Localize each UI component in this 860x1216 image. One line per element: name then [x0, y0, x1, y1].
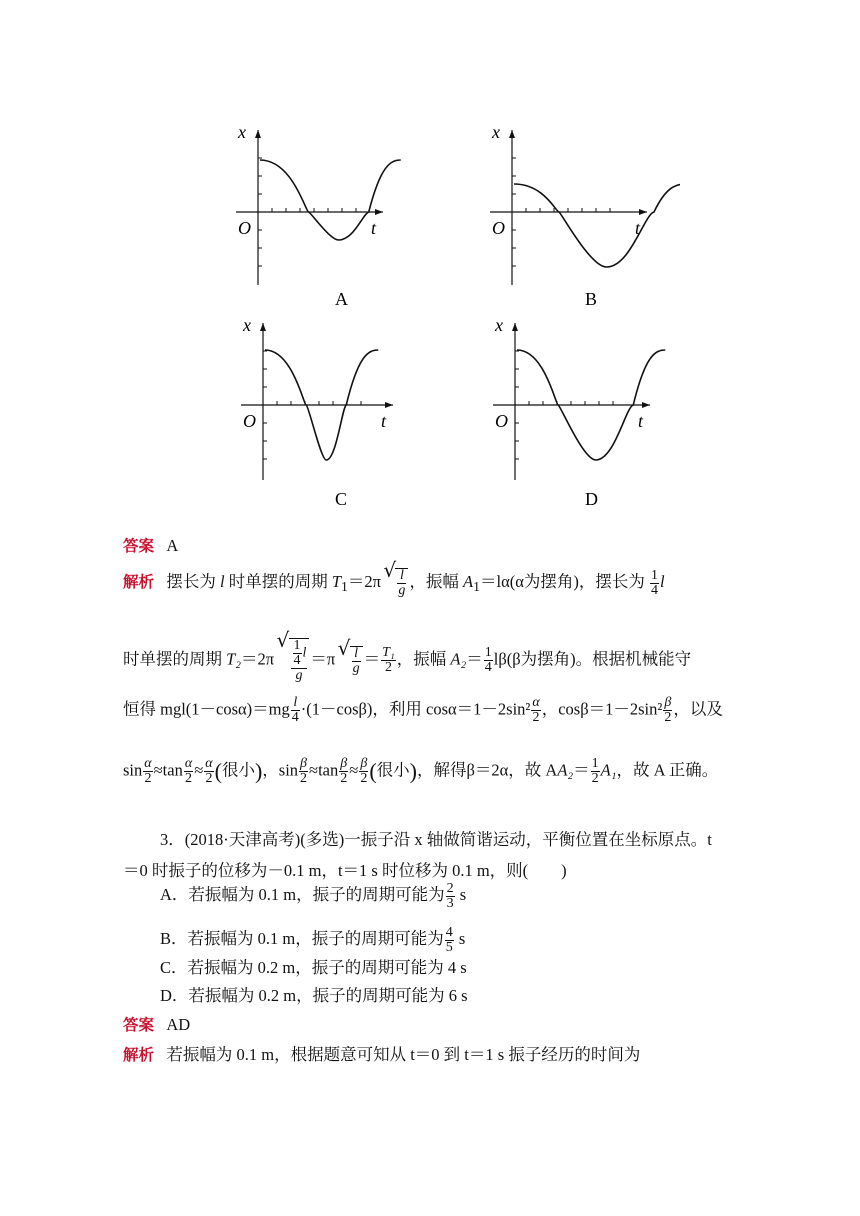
text: ，振幅 — [409, 571, 464, 591]
t-axis-label: t — [638, 411, 644, 431]
text: 2 — [532, 710, 540, 725]
figure-four-plots — [220, 105, 680, 525]
sqrt-l-over-g-2 — [350, 646, 363, 676]
frac-alpha-2 — [184, 757, 193, 786]
text: α — [205, 756, 213, 771]
t-axis-arrow — [385, 402, 393, 408]
text: ≈ — [194, 760, 204, 780]
text: A₁ — [600, 760, 617, 780]
analysis-label: 解析 — [123, 572, 155, 591]
text: A — [463, 571, 474, 591]
frac-beta-2 — [339, 757, 348, 786]
text: 1 — [484, 645, 492, 660]
x-axis-label: x — [243, 315, 251, 335]
text: ·(1－cosβ)，利用 cosα＝1－2sin² — [300, 699, 531, 719]
frac-beta-2 — [299, 757, 308, 786]
frac-2-3 — [446, 882, 455, 911]
text: l — [220, 571, 225, 591]
plot-letter: A — [335, 289, 348, 309]
numer — [291, 639, 308, 669]
text: 很小 — [376, 760, 410, 780]
sqrt-quarter-l-over-g — [289, 638, 310, 683]
frac-alpha-2 — [143, 757, 152, 786]
text: 2 — [205, 771, 213, 786]
x-axis-arrow — [509, 130, 515, 138]
text: T₂ — [226, 649, 242, 669]
text: √ l — [352, 647, 361, 662]
x-axis-label: x — [495, 315, 503, 335]
text: l — [659, 571, 665, 591]
text: 4 — [445, 925, 453, 940]
text: g — [398, 583, 406, 598]
frac-alpha-2 — [204, 757, 213, 786]
option-b — [160, 914, 466, 955]
question-3-line-2: ＝0 时振子的位移为－0.1 m，t＝1 s 时位移为 0.1 m，则( ) — [123, 861, 567, 880]
text: ＝ — [466, 649, 483, 669]
text: 2 — [340, 771, 348, 786]
option-a — [160, 870, 467, 911]
text: ，故 A 正确。 — [616, 760, 719, 780]
answer-value: A — [166, 536, 179, 555]
plots-svg — [220, 105, 680, 525]
text: 2 — [384, 660, 392, 675]
origin-label: O — [243, 411, 256, 431]
text: β — [340, 756, 348, 771]
text: ，解得β＝2α，故 A — [416, 760, 558, 780]
text: ≈tan — [309, 760, 339, 780]
t-axis-arrow — [639, 209, 647, 215]
sqrt-l-over-g — [395, 568, 408, 598]
text: 2 — [300, 771, 308, 786]
analysis-label: 解析 — [123, 1046, 155, 1064]
frac-l-4 — [291, 696, 300, 725]
text: g — [352, 660, 360, 676]
origin-label: O — [492, 218, 505, 238]
frac-alpha-2 — [531, 696, 540, 725]
x-axis-arrow — [512, 323, 518, 331]
text: 1 — [473, 579, 480, 595]
text: T — [331, 571, 342, 591]
text: 1 — [591, 756, 599, 771]
text: 2 — [664, 710, 672, 725]
answer-value: AD — [166, 1015, 191, 1034]
text: sin — [123, 760, 143, 780]
text: ≈tan — [153, 760, 183, 780]
analysis-line-5 — [123, 1043, 640, 1067]
text: 3 — [446, 896, 454, 911]
text: g — [295, 668, 303, 683]
option-b-unit: s — [454, 929, 466, 949]
frac-1-2 — [591, 757, 600, 786]
text: ，cosβ＝1－2sin² — [541, 699, 663, 719]
analysis-line-4: sin $\frac{\alpha}{2}$ ≈tan $\frac{\alpha}{2}$ ≈ $\frac{\alpha}{2}$ (很小)，sin $\frac{\beta}{2}$ ≈tan $\frac{\beta}{2}$ ≈ $\frac{\beta}{2}$ (很小)，解得β＝2α，故 AA₂＝ $\frac{1}{2}$ A₁，故 A 正确。 — [123, 756, 719, 786]
frac-1-4 — [293, 639, 302, 668]
question-3-line-1: 3．(2018·天津高考)(多选)一振子沿 x 轴做简谐运动，平衡位置在坐标原点。t — [160, 830, 712, 849]
answer-label: 答案 — [123, 1016, 155, 1034]
t-axis-arrow — [642, 402, 650, 408]
text: 5 — [445, 940, 453, 955]
text: 2 — [446, 881, 454, 896]
text: 时单摆的周期 — [123, 649, 227, 669]
text: 2 — [591, 771, 599, 786]
text: l — [302, 645, 307, 661]
plot-letter: B — [585, 289, 598, 309]
text: ，振幅 — [396, 649, 451, 669]
answer-label: 答案 — [123, 537, 155, 555]
text: β — [300, 756, 308, 771]
text: β — [664, 695, 672, 710]
text: ＝ — [363, 649, 381, 669]
text: ≈ — [349, 760, 359, 780]
option-b-text: B．若振幅为 0.1 m，振子的周期可能为 — [160, 929, 444, 949]
frac-1-4 — [484, 646, 493, 675]
text: 时单摆的周期 — [224, 571, 332, 591]
origin-label: O — [238, 218, 251, 238]
analysis-line-2 — [123, 638, 691, 683]
x-axis-label: x — [492, 122, 500, 142]
t-axis-arrow — [375, 209, 383, 215]
t-axis-label: t — [635, 218, 641, 238]
text: ，sin — [262, 760, 299, 780]
analysis-text: 若振幅为 0.1 m，根据题意可知从 t＝0 到 t＝1 s 振子经历的时间为 — [166, 1045, 641, 1064]
plot-letter: D — [585, 489, 598, 509]
text: A₂ — [450, 649, 467, 669]
t-axis-label: t — [371, 218, 377, 238]
t-axis-label: t — [381, 411, 387, 431]
text: 2 — [144, 771, 152, 786]
frac-beta-2 — [663, 696, 672, 725]
x-axis-arrow — [255, 130, 261, 138]
text: A₂ — [557, 760, 574, 780]
text: α — [144, 756, 152, 771]
text: 4 — [650, 582, 658, 598]
frac-T1-2 — [381, 646, 396, 675]
frac-1-4 — [650, 569, 659, 598]
text: T₁ — [382, 645, 395, 660]
frac-beta-2 — [359, 757, 368, 786]
text: ＝ — [573, 760, 590, 780]
text: ＝π — [310, 649, 336, 669]
text: 1 — [341, 579, 348, 595]
text: 摆长为 — [166, 571, 221, 591]
curve-a — [260, 160, 401, 240]
curve-b — [514, 184, 680, 267]
option-d: D．若振幅为 0.2 m，振子的周期可能为 6 s — [160, 986, 468, 1005]
text: ＝2π — [347, 571, 382, 591]
option-a-unit: s — [455, 885, 467, 905]
option-c: C．若振幅为 0.2 m，振子的周期可能为 4 s — [160, 958, 467, 977]
frac-4-5 — [445, 926, 454, 955]
origin-label: O — [495, 411, 508, 431]
text: ，以及 — [673, 699, 723, 719]
plot-letter: C — [335, 489, 348, 509]
text: √ 1 — [293, 638, 301, 653]
text: 很小 — [221, 760, 255, 780]
text: 1 — [650, 567, 658, 583]
text: 恒得 mgl(1－cosα)＝mg — [123, 699, 290, 719]
text: ＝2π — [241, 649, 275, 669]
text: β — [360, 756, 368, 771]
text: l — [291, 696, 300, 711]
option-a-text: A．若振幅为 0.1 m，振子的周期可能为 — [160, 885, 445, 905]
answer-line-1 — [123, 534, 178, 558]
x-axis-label: x — [238, 122, 246, 142]
text: 2 — [360, 771, 368, 786]
text: √ l — [397, 569, 406, 584]
analysis-line-1 — [123, 568, 665, 599]
analysis-line-3 — [123, 696, 723, 725]
text: α — [184, 756, 193, 771]
text: lβ(β为摆角)。根据机械能守 — [493, 649, 692, 669]
text: α — [532, 695, 540, 710]
text: 4 — [484, 660, 492, 675]
text: 2 — [185, 771, 193, 786]
text: ＝lα(α为摆角)，摆长为 — [479, 571, 649, 591]
text: 4 — [293, 653, 301, 668]
answer-line-2 — [123, 1013, 190, 1037]
x-axis-arrow — [260, 323, 266, 331]
text: 4 — [291, 710, 299, 725]
